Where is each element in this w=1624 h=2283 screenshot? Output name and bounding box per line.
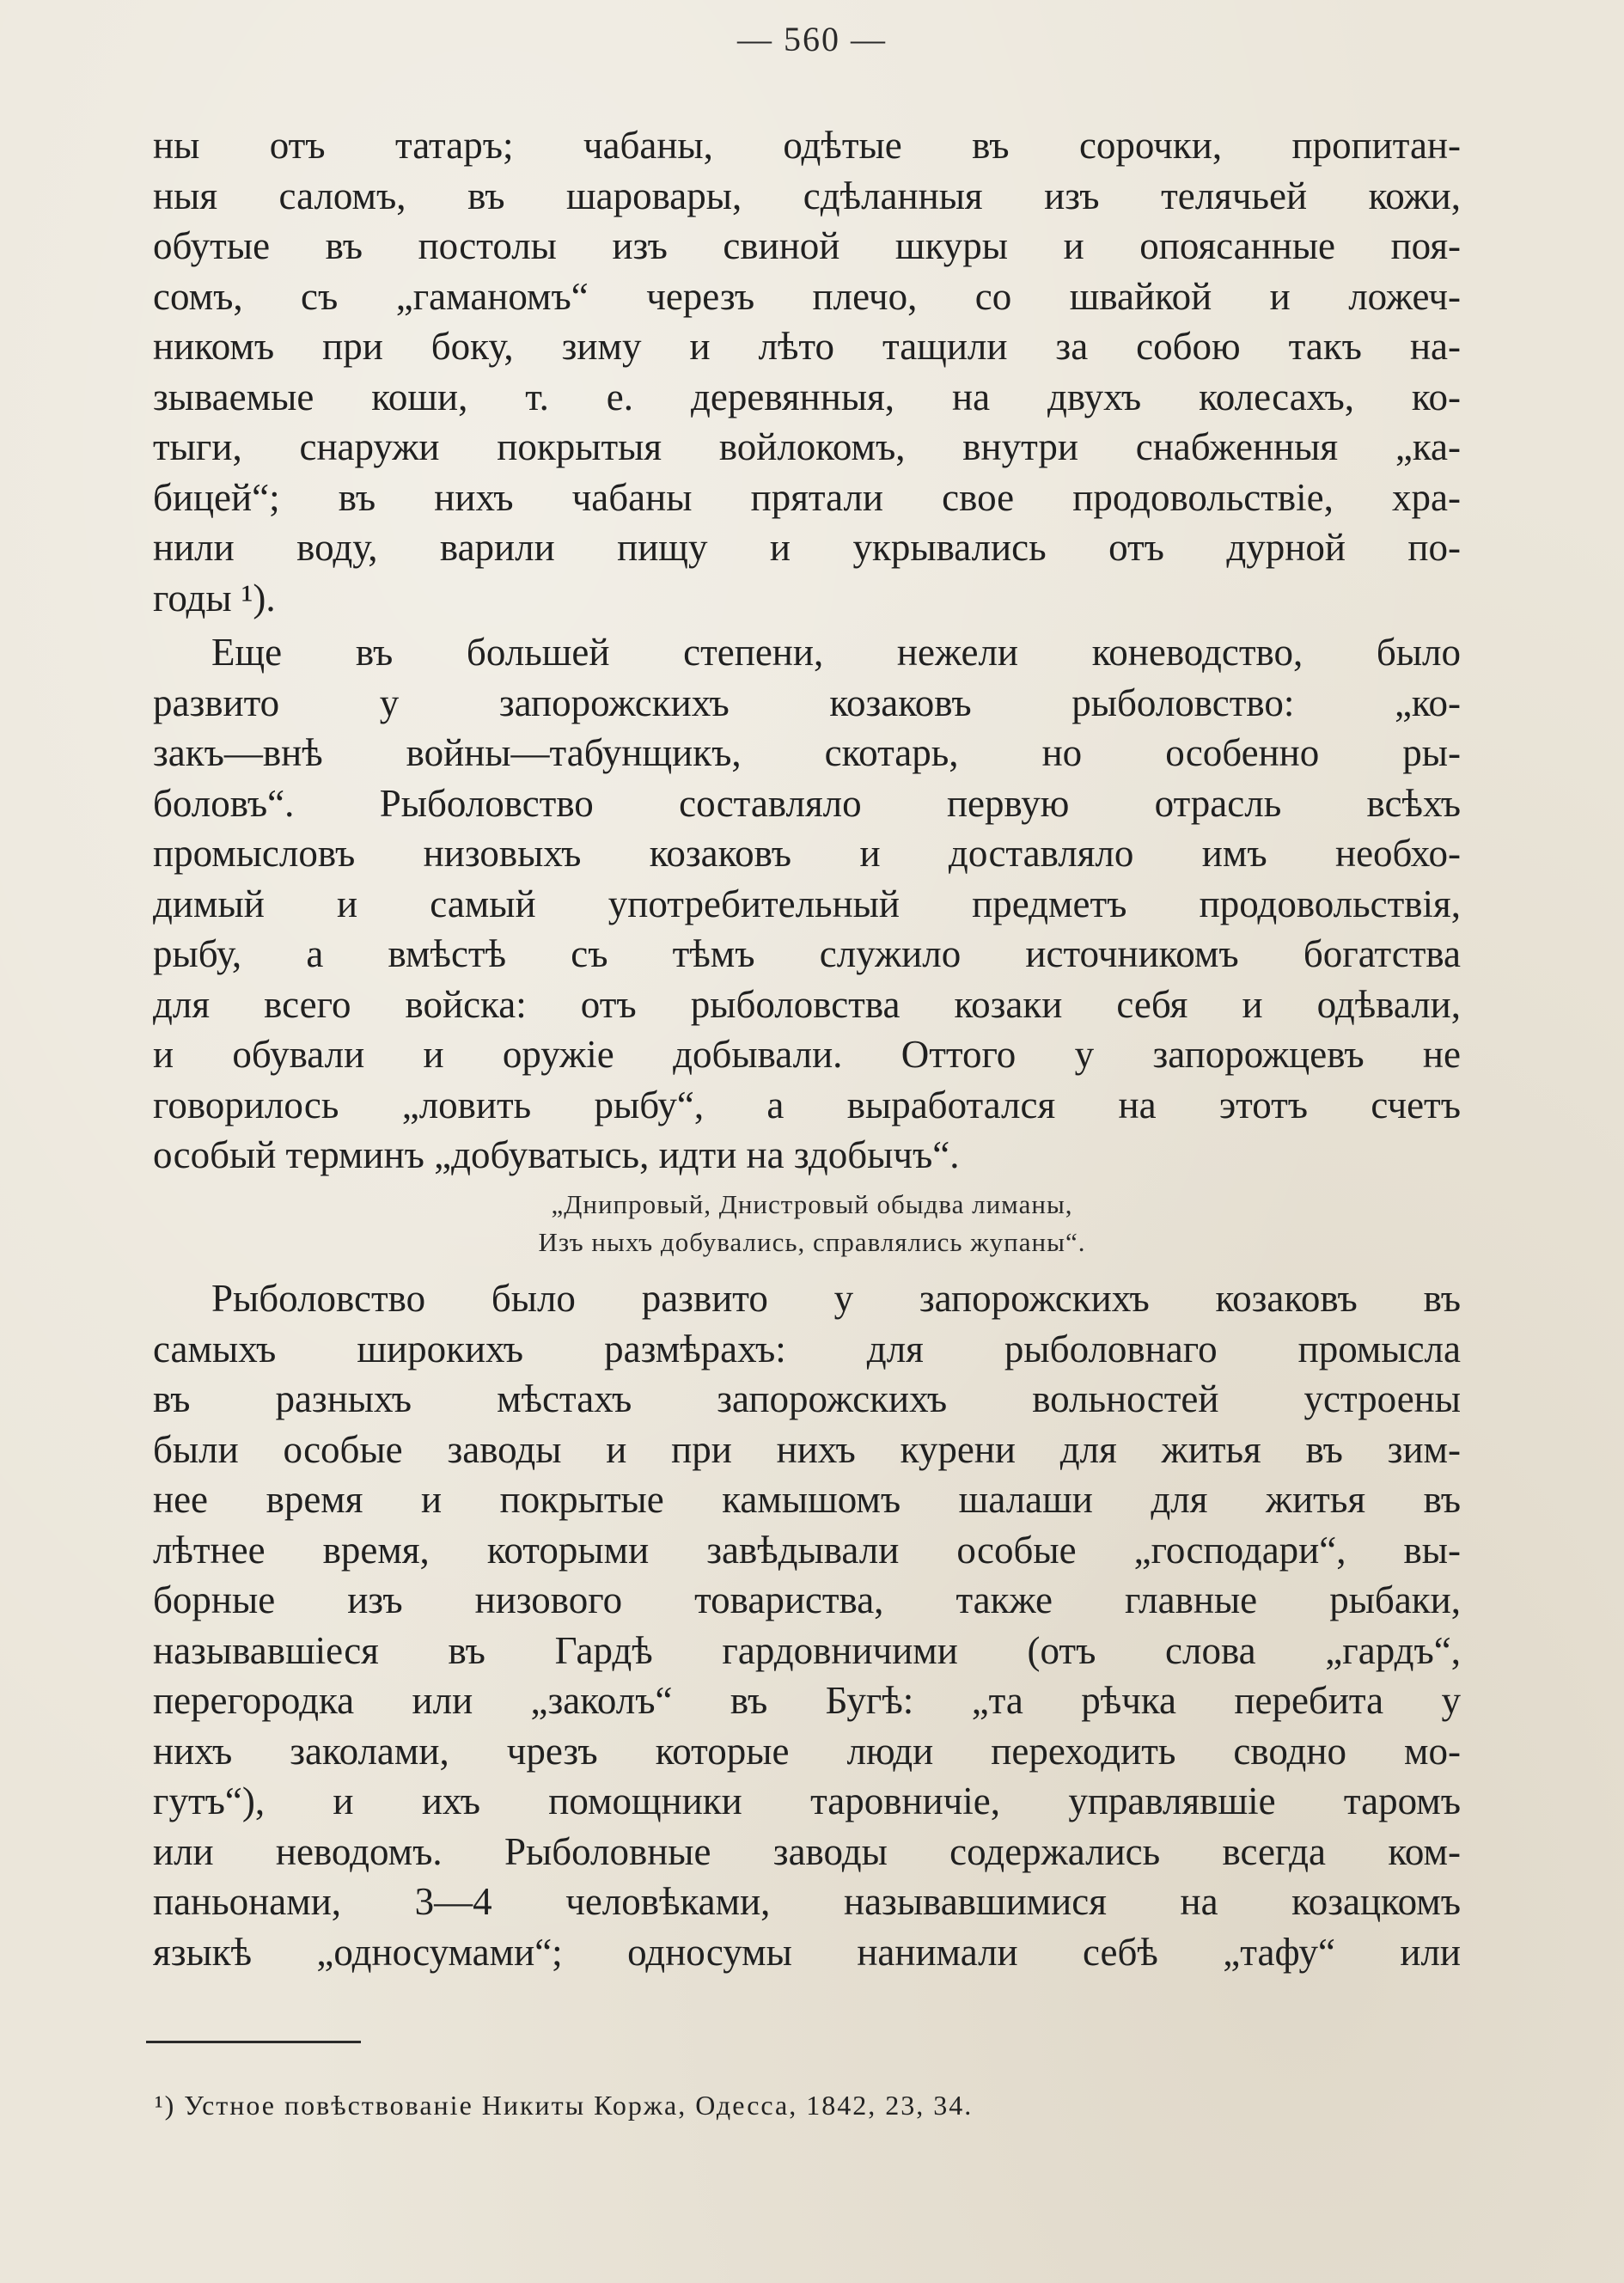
text-line: никомъ при боку, зиму и лѣто тащили за собою такъ на- — [153, 325, 1461, 368]
quote-line: „Днипровый, Днистровый обыдва лиманы, — [551, 1189, 1073, 1219]
text-line: или неводомъ. Рыболовные заводы содержались всегда ком- — [153, 1829, 1461, 1873]
text-line: паньонами, 3—4 человѣками, называвшимися на козацкомъ — [153, 1880, 1461, 1923]
text-line: нее время и покрытые камышомъ шалаши для житья въ — [153, 1478, 1461, 1521]
text-line: языкѣ „односумами“; односумы нанимали себѣ „тафу“ или — [153, 1930, 1461, 1974]
page-number: — 560 — — [737, 20, 887, 58]
text-line: нихъ заколами, чрезъ которые люди переходить сводно мо- — [153, 1729, 1461, 1773]
text-line: сомъ, съ „гаманомъ“ черезъ плечо, со швайкой и ложеч- — [153, 274, 1461, 318]
text-line: для всего войска: отъ рыболовства козаки себя и одѣвали, — [153, 982, 1461, 1026]
text-line: называвшіеся въ Гардѣ гардовничими (отъ слова „гардъ“, — [153, 1628, 1461, 1672]
text-line: перегородка или „заколъ“ въ Бугѣ: „та рѣчка перебита у — [153, 1679, 1461, 1722]
text-line: Еще въ большей степени, нежели коневодство, было — [211, 631, 1461, 674]
text-line: самыхъ широкихъ размѣрахъ: для рыболовнаго промысла — [153, 1327, 1461, 1370]
quote-line: Изъ ныхъ добувались, справлялись жупаны“. — [538, 1227, 1086, 1257]
text-line: особый терминъ „добуватысь, идти на здобычъ“. — [153, 1133, 960, 1176]
text-line: рыбу, а вмѣстѣ съ тѣмъ служило источникомъ богатства — [153, 932, 1461, 975]
text-line: тыги, снаружи покрытыя войлокомъ, внутри снабженныя „ка- — [153, 425, 1461, 468]
text-line: ны отъ татаръ; чабаны, одѣтые въ сорочки, пропитан- — [153, 124, 1461, 167]
text-line: въ разныхъ мѣстахъ запорожскихъ вольностей устроены — [153, 1377, 1461, 1420]
text-line: бицей“; въ нихъ чабаны прятали свое продовольствіе, хра- — [153, 475, 1461, 519]
text-line: Рыболовство было развито у запорожскихъ козаковъ въ — [211, 1277, 1461, 1320]
text-line: нили воду, варили пищу и укрывались отъ дурной по- — [153, 526, 1461, 569]
text-line: зываемые коши, т. е. деревянныя, на двухъ колесахъ, ко- — [153, 375, 1461, 418]
paragraph-fishing — [153, 627, 1461, 1181]
text-line: были особые заводы и при нихъ курени для житья въ зим- — [153, 1427, 1461, 1471]
text-line: димый и самый употребительный предметъ продовольствія, — [153, 882, 1461, 925]
paragraph-continued — [153, 120, 1461, 623]
text-line: развито у запорожскихъ козаковъ рыболовство: „ко- — [153, 681, 1461, 724]
text-line: промысловъ низовыхъ козаковъ и доставляло имъ необхо- — [153, 832, 1461, 875]
verse-quote — [0, 1186, 1624, 1261]
text-line: ныя саломъ, въ шаровары, сдѣланныя изъ телячьей кожи, — [153, 174, 1461, 217]
text-line: закъ—внѣ войны—табунщикъ, скотарь, но особенно ры- — [153, 731, 1461, 774]
footnote — [155, 2090, 973, 2121]
paragraph-fisheries — [153, 1273, 1461, 1977]
text-line: говорилось „ловить рыбу“, а выработался на этотъ счетъ — [153, 1083, 1461, 1126]
text-line: боловъ“. Рыболовство составляло первую отрасль всѣхъ — [153, 781, 1461, 825]
text-line: гутъ“), и ихъ помощники таровничіе, управлявшіе таромъ — [153, 1779, 1461, 1822]
text-line: лѣтнее время, которыми завѣдывали особые „господари“, вы- — [153, 1528, 1461, 1572]
footnote-marker: ¹) — [155, 2090, 176, 2121]
text-line: обутые въ постолы изъ свиной шкуры и опоясанные поя- — [153, 224, 1461, 267]
text-line: борные изъ низового товариства, также главные рыбаки, — [153, 1578, 1461, 1621]
footnote-text: Устное повѣствованіе Никиты Коржа, Одесса, 1842, 23, 34. — [184, 2090, 974, 2121]
footnote-divider — [146, 2041, 361, 2043]
text-line: и обували и оружіе добывали. Оттого у запорожцевъ не — [153, 1033, 1461, 1076]
text-line: годы ¹). — [153, 576, 276, 620]
